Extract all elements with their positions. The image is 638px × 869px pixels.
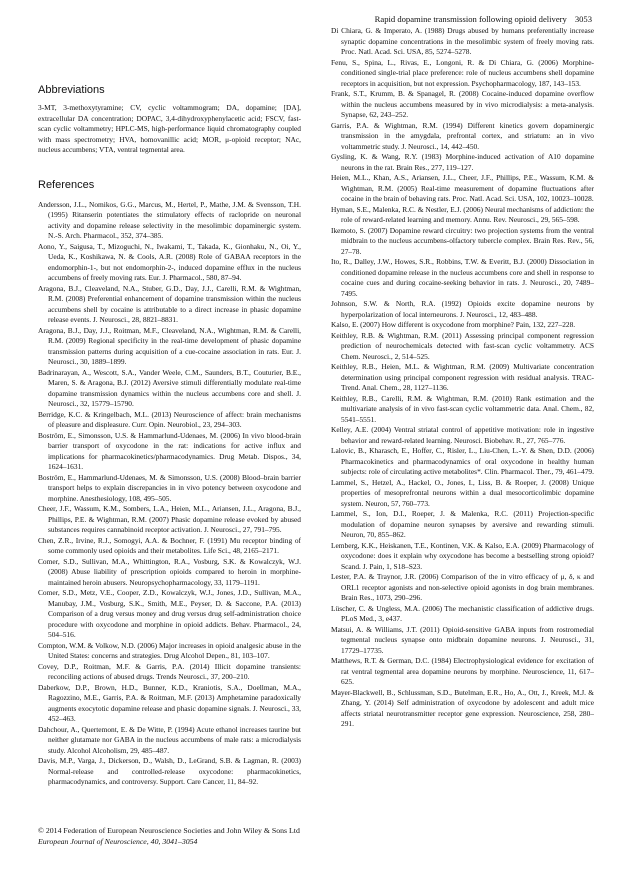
reference-entry: Lüscher, C. & Ungless, M.A. (2006) The mechanistic classification of addictive drugs. PLoS Med., 3, e437. [331,603,594,623]
reference-entry: Compton, W.M. & Volkow, N.D. (2006) Major increases in opioid analgesic abuse in the United States: concerns and strategies. Drug Alcohol Depen., 81, 103–107. [38,640,301,660]
reference-entry: Badrinarayan, A., Wescott, S.A., Vander Weele, C.M., Saunders, B.T., Couturier, B.E., Maren, S. & Aragona, B.J. (2012) Aversive stimuli differentially modulate real-time dopamine transmission dynamics within the nucleus accumbens core and shell. J. Neurosci., 32, 15779–15790. [38,367,301,408]
reference-entry: Lammel, S., Ion, D.I., Roeper, J. & Malenka, R.C. (2011) Projection-specific modulation of dopamine neuron synapses by aversive and rewarding stimuli. Neuron, 70, 855–862. [331,509,594,539]
running-title: Rapid dopamine transmission following opioid delivery [374,14,567,24]
reference-entry: Keithley, R.B., Heien, M.L. & Wightman, R.M. (2009) Multivariate concentration determination using principal component regression with residual analysis. TRAC-Trend. Anal. Chem., 28, 1127–1136. [331,362,594,392]
reference-entry: Lammel, S., Hetzel, A., Hackel, O., Jones, I., Liss, B. & Roeper, J. (2008) Unique properties of mesoprefrontal neurons within a dual mesocorticolimbic dopamine system. Neuron, 57, 760–773. [331,477,594,508]
reference-entry: Lalovic, B., Kharasch, E., Hoffer, C., Risler, L., Liu-Chen, L.-Y. & Shen, D.D. (2006) Pharmacokinetics and pharmacodynamics of oral oxycodone in healthy human subjects: role of circulating active metabolites*. Clin. Pharmacol. Ther., 79, 461–479. [331,446,594,476]
abbreviations-text: 3-MT, 3-methoxytyramine; CV, cyclic voltammogram; DA, dopamine; [DA], extracellular DA concentration; DOPAC, 3,4-dihydroxyphenylacetic acid; FSCV, fast-scan cyclic voltammetry; HPLC-MS, high-performance liquid chromatography coupled with mass spectrometry; HVA, homovanillic acid; MOR, μ-opioid receptor; NAc, nucleus accumbens; VTA, ventral tegmental area. [38,103,301,154]
reference-entry: Hyman, S.E., Malenka, R.C. & Nestler, E.J. (2006) Neural mechanisms of addiction: the role of reward-related learning and memory. Annu. Rev. Neurosci., 29, 565–598. [331,204,594,224]
reference-entry: Ito, R., Dalley, J.W., Howes, S.R., Robbins, T.W. & Everitt, B.J. (2000) Dissociation in conditioned dopamine release in the nucleus accumbens core and shell in response to cocaine cues and during cocaine-seeking behavior in rats. J. Neurosci., 20, 7489–7495. [331,257,594,298]
right-column [331,26,594,730]
page-number: 3053 [574,14,592,24]
left-column [38,84,301,788]
reference-entry: Kalso, E. (2007) How different is oxycodone from morphine? Pain, 132, 227–228. [331,320,576,329]
reference-entry: Di Chiara, G. & Imperato, A. (1988) Drugs abused by humans preferentially increase synaptic dopamine concentrations in the mesolimbic system of freely moving rats. Proc. Natl. Acad. Sci. USA, 85, 5274–5278. [331,26,594,56]
reference-entry: Gysling, K. & Wang, R.Y. (1983) Morphine-induced activation of A10 dopamine neurons in the rat. Brain Res., 277, 119–127. [331,152,594,172]
reference-entry: Dahchour, A., Quertemont, E. & De Witte, P. (1994) Acute ethanol increases taurine but neither glutamate nor GABA in the nucleus accumbens of male rats: a microdialysis study. Alcohol Alcoholism, 29, 485–487. [38,724,301,755]
copyright-line: © 2014 Federation of European Neuroscience Societies and John Wiley & Sons Ltd [38,826,300,835]
reference-entry: Berridge, K.C. & Kringelbach, M.L. (2013) Neuroscience of affect: brain mechanisms of pleasure and displeasure. Curr. Opin. Neurobiol., 23, 294–303. [38,409,301,429]
reference-entry: Andersson, J.L., Nomikos, G.G., Marcus, M., Hertel, P., Mathe, J.M. & Svensson, T.H. (1995) Ritanserin potentiates the stimulatory effects of raclopride on neuronal activity and dopamine release selectivity in the mesolimbic dopaminergic system. N.-S. Arch. Pharmacol., 352, 374–385. [38,199,301,240]
reference-entry: Garris, P.A. & Wightman, R.M. (1994) Different kinetics govern dopaminergic transmission in the amygdala, prefrontal cortex, and striatum: an in vivo voltammetric study. J. Neurosci., 14, 442–450. [331,120,594,151]
reference-entry: Boström, E., Hammarlund-Udenaes, M. & Simonsson, U.S. (2008) Blood–brain barrier transport helps to explain discrepancies in in vivo potency between oxycodone and morphine. Anesthesiology, 108, 495–505. [38,472,301,503]
reference-entry: Heien, M.L., Khan, A.S., Ariansen, J.L., Cheer, J.F., Phillips, P.E., Wassum, K.M. & Wightman, R.M. (2005) Real-time measurement of dopamine fluctuations after cocaine in the brain of behaving rats. Proc. Natl. Acad. Sci. USA, 102, 10023–10028. [331,173,594,203]
reference-entry: Daberkow, D.P., Brown, H.D., Bunner, K.D., Kraniotis, S.A., Doellman, M.A., Ragozzino, M.E., Garris, P.A. & Roitman, M.F. (2013) Amphetamine paradoxically augments exocytotic dopamine release and phasic dopamine signals. J. Neurosci., 33, 452–463. [38,682,301,723]
reference-entry: Cheer, J.F., Wassum, K.M., Sombers, L.A., Heien, M.L., Ariansen, J.L., Aragona, B.J., Phillips, P.E. & Wightman, R.M. (2007) Phasic dopamine release evoked by abused substances requires cannabinoid receptor activation. J. Neurosci., 27, 791–795. [38,504,301,534]
journal-citation: European Journal of Neuroscience, 40, 3041–3054 [38,837,198,846]
reference-entry: Lester, P.A. & Traynor, J.R. (2006) Comparison of the in vitro efficacy of μ, δ, κ and ORL1 receptor agonists and non-selective opioid agonists in dog brain membranes. Brain Res., 1073, 290–296. [331,572,594,602]
reference-entry: Comer, S.D., Sullivan, M.A., Whittington, R.A., Vosburg, S.K. & Kowalczyk, W.J. (2008) Abuse liability of prescription opioids compared to heroin in morphine-maintained heroin abusers. Neuropsychopharmacology, 33, 1179–1191. [38,556,301,587]
reference-entry: Mayer-Blackwell, B., Schlussman, S.D., Butelman, E.R., Ho, A., Ott, J., Kreek, M.J. & Zhang, Y. (2014) Self administration of oxycodone by adolescent and adult mice affects striatal neurotransmitter receptor gene expression. Neuroscience, 258, 280–291. [331,687,594,728]
reference-entry: Boström, E., Simonsson, U.S. & Hammarlund-Udenaes, M. (2006) In vivo blood-brain barrier transport of oxycodone in the rat: indications for active influx and implications for pharmacokinetics/pharmacodynamics. Drug Metab. Dispos., 34, 1624–1631. [38,430,301,471]
running-header [375,14,592,24]
reference-entry: Comer, S.D., Metz, V.E., Cooper, Z.D., Kowalczyk, W.J., Jones, J.D., Sullivan, M.A., Manubay, J.M., Vosburg, S.K., Smith, M.E., Peyser, D. & Saccone, P.A. (2013) Comparison of a drug versus money and drug versus drug self-administration choice procedure with oxycodone and morphine in opioid addicts. Behav. Pharmacol., 24, 504–516. [38,588,301,639]
reference-entry: Chen, Z.R., Irvine, R.J., Somogyi, A.A. & Bochner, F. (1991) Mu receptor binding of some commonly used opioids and their metabolites. Life Sci., 48, 2165–2171. [38,535,301,555]
reference-entry: Frank, S.T., Krumm, B. & Spanagel, R. (2008) Cocaine-induced dopamine overflow within the nucleus accumbens measured by in vivo microdialysis: a meta-analysis. Synapse, 62, 243–252. [331,89,594,119]
reference-entry: Keithley, R.B. & Wightman, R.M. (2011) Assessing principal component regression prediction of neurochemicals detected with fast-scan cyclic voltammetry. ACS Chem. Neurosci., 2, 514–525. [331,330,594,361]
reference-entry: Aono, Y., Saigusa, T., Mizoguchi, N., Iwakami, T., Takada, K., Gionhaku, N., Oi, Y., Ueda, K., Koshikawa, N. & Cools, A.R. (2008) Role of GABAA receptors in the endomorphin-1-, but not endomorphin-2-, induced dopamine efflux in the nucleus accumbens of freely moving rats. Eur. J. Pharmacol., 580, 87–94. [38,241,301,282]
reference-entry: Covey, D.P., Roitman, M.F. & Garris, P.A. (2014) Illicit dopamine transients: reconciling actions of abused drugs. Trends Neurosci., 37, 200–210. [38,661,301,681]
reference-entry: Ikemoto, S. (2007) Dopamine reward circuitry: two projection systems from the ventral midbrain to the nucleus accumbens-olfactory tubercle complex. Brain Res. Rev., 56, 27–78. [331,225,594,256]
reference-entry: Matsui, A. & Williams, J.T. (2011) Opioid-sensitive GABA inputs from rostromedial tegmental nucleus synapse onto midbrain dopamine neurons. J. Neurosci., 31, 17729–17735. [331,624,594,655]
abbreviations-heading: Abbreviations [38,84,105,96]
reference-entry: Fenu, S., Spina, L., Rivas, E., Longoni, R. & Di Chiara, G. (2006) Morphine-conditioned single-trial place preference: role of nucleus accumbens shell dopamine receptors in acquisition, but not expression. Psychopharmacology, 187, 143–153. [331,57,594,88]
reference-entry: Matthews, R.T. & German, D.C. (1984) Electrophysiological evidence for excitation of rat ventral tegmental area dopamine neurons by morphine. Neuroscience, 11, 617–625. [331,656,594,686]
reference-entry: Aragona, B.J., Day, J.J., Roitman, M.F., Cleaveland, N.A., Wightman, R.M. & Carelli, R.M. (2009) Regional specificity in the real-time development of phasic dopamine transmission patterns during acquisition of a cue-cocaine association in rats. Eur. J. Neurosci., 30, 1889–1899. [38,325,301,366]
reference-entry: Davis, M.P., Varga, J., Dickerson, D., Walsh, D., LeGrand, S.B. & Lagman, R. (2003) Normal-release and controlled-release oxycodone: pharmacokinetics, pharmacodynamics, and controversy. Support. Care Cancer, 11, 84–92. [38,756,301,786]
reference-list-right [331,26,594,730]
reference-entry: Aragona, B.J., Cleaveland, N.A., Stuber, G.D., Day, J.J., Carelli, R.M. & Wightman, R.M. (2008) Preferential enhancement of dopamine transmission within the nucleus accumbens shell by cocaine is attributable to a direct increase in phasic dopamine release events. J. Neurosci., 28, 8821–8831. [38,283,301,324]
page-footer [38,825,300,847]
reference-list-left [38,200,301,788]
reference-entry: Kelley, A.E. (2004) Ventral striatal control of appetitive motivation: role in ingestive behavior and reward-related learning. Neurosci. Biobehav. R., 27, 765–776. [331,425,594,445]
reference-entry: Keithley, R.B., Carelli, R.M. & Wightman, R.M. (2010) Rank estimation and the multivariate analysis of in vivo fast-scan cyclic voltammetric data. Anal. Chem., 82, 5541–5551. [331,393,594,424]
reference-entry: Johnson, S.W. & North, R.A. (1992) Opioids excite dopamine neurons by hyperpolarization of local interneurons. J. Neurosci., 12, 483–488. [331,299,594,319]
reference-entry: Lemberg, K.K., Heiskanen, T.E., Kontinen, V.K. & Kalso, E.A. (2009) Pharmacology of oxycodone: does it explain why oxycodone has become a bestselling strong opioid? Scand. J. Pain, 1, S18–S23. [331,540,594,571]
references-heading: References [38,178,95,191]
